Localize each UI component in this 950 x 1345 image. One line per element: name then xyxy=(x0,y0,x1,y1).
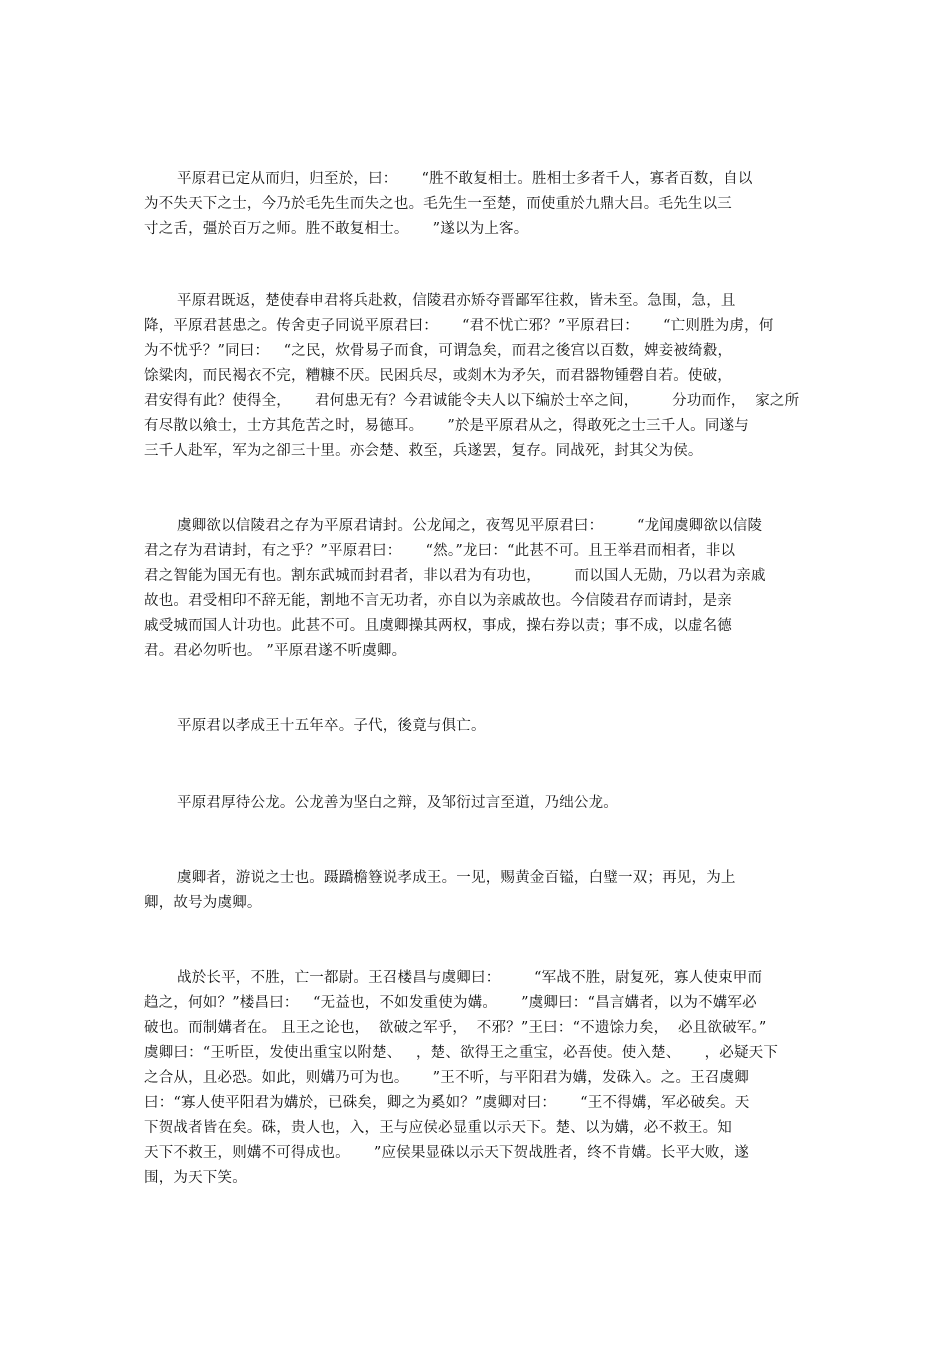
text-line: 下贺战者皆在矣。硃，贵人也，入，王与应侯必显重以示天下。楚、以为媾，必不救王。知 xyxy=(144,1120,732,1136)
text-line: 君之存为君请封，有之乎？”平原君曰： “然。”龙曰：“此甚不可。且王举君而相者，非以 xyxy=(144,543,736,559)
text-line: 三千人赴军，军为之卻三十里。亦会楚、救至，兵遂罢，复存。同战死，封其父为侯。 xyxy=(144,443,703,459)
text-line: 战於长平，不胜，亡一都尉。王召楼昌与虞卿曰： “军战不胜，尉复死，寡人使束甲而 xyxy=(177,970,763,986)
text-line: 卿，故号为虞卿。 xyxy=(144,895,262,911)
text-line: 平原君既返，楚使春申君将兵赴救，信陵君亦矫夺晋鄙军往救，皆未至。急围，急，且 xyxy=(177,293,736,309)
paragraph-death xyxy=(144,714,824,739)
paragraph-yuqing-intro xyxy=(144,866,824,916)
text-line: 戚受城而国人计功也。此甚不可。且虞卿操其两权，事成，操右券以责；事不成，以虚名德 xyxy=(144,618,732,634)
text-line: 虞卿曰：“王听臣，发使出重宝以附楚、 ，楚、欲得王之重宝，必吾使。使入楚、 ，必疑天下 xyxy=(144,1045,779,1061)
text-line: 有尽散以飨士，士方其危苦之时，易德耳。 ”於是平原君从之，得敢死之士三千人。同遂与 xyxy=(144,418,749,434)
text-line: 趋之，何如？”楼昌曰： “无益也，不如发重使为媾。 ”虞卿曰：“昌言媾者，以为不媾军必 xyxy=(144,995,757,1011)
paragraph-fief-request xyxy=(144,514,824,664)
text-line: 君之智能为国无有也。割东武城而封君者，非以君为有功也， 而以国人无勋，乃以君为亲戚 xyxy=(144,568,766,584)
text-line: 平原君已定从而归，归至於，曰： “胜不敢复相士。胜相士多者千人，寡者百数，自以 xyxy=(177,171,753,187)
paragraph-gonglong xyxy=(144,791,824,816)
text-line: 为不失天下之士，今乃於毛先生而失之也。毛先生一至楚，而使重於九鼎大吕。毛先生以三 xyxy=(144,196,732,212)
text-line: 破也。而制媾者在。 且王之论也， 欲破之军乎， 不邪？”王曰：“不遗馀力矣， 必且欲破军。” xyxy=(144,1020,767,1036)
text-line: 天下不救王，则媾不可得成也。 ”应侯果显硃以示天下贺战胜者，终不肯媾。长平大败，遂 xyxy=(144,1145,749,1161)
text-line: 故也。君受相印不辞无能，割地不言无功者，亦自以为亲戚故也。今信陵君存而请封，是亲 xyxy=(144,593,732,609)
text-line: 寸之舌，彊於百万之师。胜不敢复相士。 ”遂以为上客。 xyxy=(144,221,529,237)
text-line: 之合从，且必恐。如此，则媾乃可为也。 ”王不听，与平阳君为媾，发硃入。之。王召虞卿 xyxy=(144,1070,749,1086)
text-line: 君。君必勿听也。 ”平原君遂不听虞卿。 xyxy=(144,643,407,659)
text-line: 虞卿者，游说之士也。蹑蹻檐簦说孝成王。一见，赐黄金百镒，白璧一双；再见，为上 xyxy=(177,870,736,886)
text-line: 为不忧乎？”同曰： “之民，炊骨易子而食，可谓急矣，而君之後宫以百数，婢妾被绮縠， xyxy=(144,343,733,359)
paragraph-changping xyxy=(144,966,824,1191)
text-line: 降，平原君甚患之。传舍吏子同说平原君曰： “君不忧亡邪？”平原君曰： “亡则胜为虏，何 xyxy=(144,318,774,334)
text-line: 君安得有此？使得全， 君何患无有？今君诚能令夫人以下编於士卒之间， 分功而作， 家之所 xyxy=(144,393,800,409)
text-line: 曰：“寡人使平阳君为媾於，已硃矣，卿之为奚如？”虞卿对曰： “王不得媾，军必破矣。天 xyxy=(144,1095,750,1111)
paragraph-siege-relief xyxy=(144,289,824,464)
text-line: 虞卿欲以信陵君之存为平原君请封。公龙闻之，夜驾见平原君曰： “龙闻虞卿欲以信陵 xyxy=(177,518,763,534)
text-line: 馀粱肉，而民褐衣不完，糟糠不厌。民困兵尽，或剡木为矛矢，而君器物锺磬自若。使破， xyxy=(144,368,732,384)
paragraph-return-home xyxy=(144,167,824,242)
text-line: 平原君厚待公龙。公龙善为坚白之辩，及邹衍过言至道，乃绌公龙。 xyxy=(177,795,618,811)
text-line: 围，为天下笑。 xyxy=(144,1170,247,1186)
text-line: 平原君以孝成王十五年卒。子代，後竟与俱亡。 xyxy=(177,718,486,734)
